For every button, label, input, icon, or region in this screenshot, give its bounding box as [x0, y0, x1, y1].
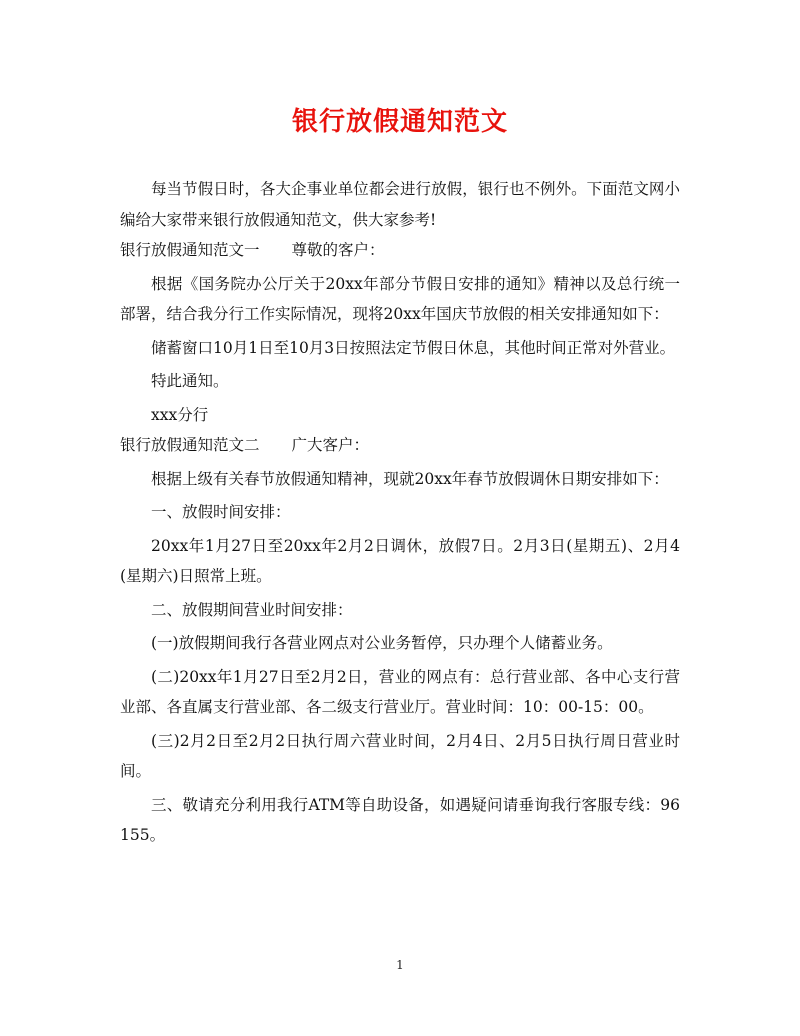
section-two-heading: 银行放假通知范文二 [120, 436, 260, 454]
self-service-paragraph: 三、敬请充分利用我行ATM等自助设备，如遇疑问请垂询我行客服专线：96155。 [120, 795, 680, 844]
notice-two-paragraph: 根据上级有关春节放假通知精神，现就20xx年春节放假调休日期安排如下： [151, 469, 669, 488]
business-hours-item-2: (二)20xx年1月27日至2月2日，营业的网点有：总行营业部、各中心支行营业部、各直属支行营业部、各二级支行营业厅。营业时间：10：00-15：00。 [120, 667, 680, 716]
document-body [120, 174, 680, 851]
section-two-heading-line [120, 430, 680, 461]
section-two-salutation: 广大客户： [291, 436, 370, 454]
notice-closing: 特此通知。 [151, 372, 229, 390]
section-one-heading-line [120, 235, 680, 266]
business-hours-item-3: (三)2月2日至2月2日执行周六营业时间，2月4日、2月5日执行周日营业时间。 [120, 731, 680, 780]
notice-one-paragraph: 根据《国务院办公厅关于20xx年部分节假日安排的通知》精神以及总行统一部署，结合我分行工作实际情况，现将20xx年国庆节放假的相关安排通知如下： [120, 274, 680, 323]
business-hours-heading: 二、放假期间营业时间安排： [151, 600, 353, 619]
intro-paragraph: 每当节假日时，各大企事业单位都会进行放假，银行也不例外。下面范文网小编给大家带来银行放假通知范文，供大家参考! [120, 180, 680, 229]
business-hours-item-1: (一)放假期间我行各营业网点对公业务暂停，只办理个人储蓄业务。 [151, 634, 613, 652]
document-title: 银行放假通知范文 [291, 107, 508, 137]
holiday-schedule-detail: 20xx年1月27日至20xx年2月2日调休，放假7日。2月3日(星期五)、2月4(星期六)日照常上班。 [120, 536, 680, 585]
branch-signature: xxx分行 [151, 405, 209, 424]
holiday-schedule-heading: 一、放假时间安排： [151, 503, 291, 521]
page-number: 1 [396, 958, 404, 972]
section-one-heading: 银行放假通知范文一 [120, 241, 260, 259]
savings-window-paragraph: 储蓄窗口10月1日至10月3日按照法定节假日休息，其他时间正常对外营业。 [151, 338, 676, 357]
section-one-salutation: 尊敬的客户： [291, 241, 385, 259]
